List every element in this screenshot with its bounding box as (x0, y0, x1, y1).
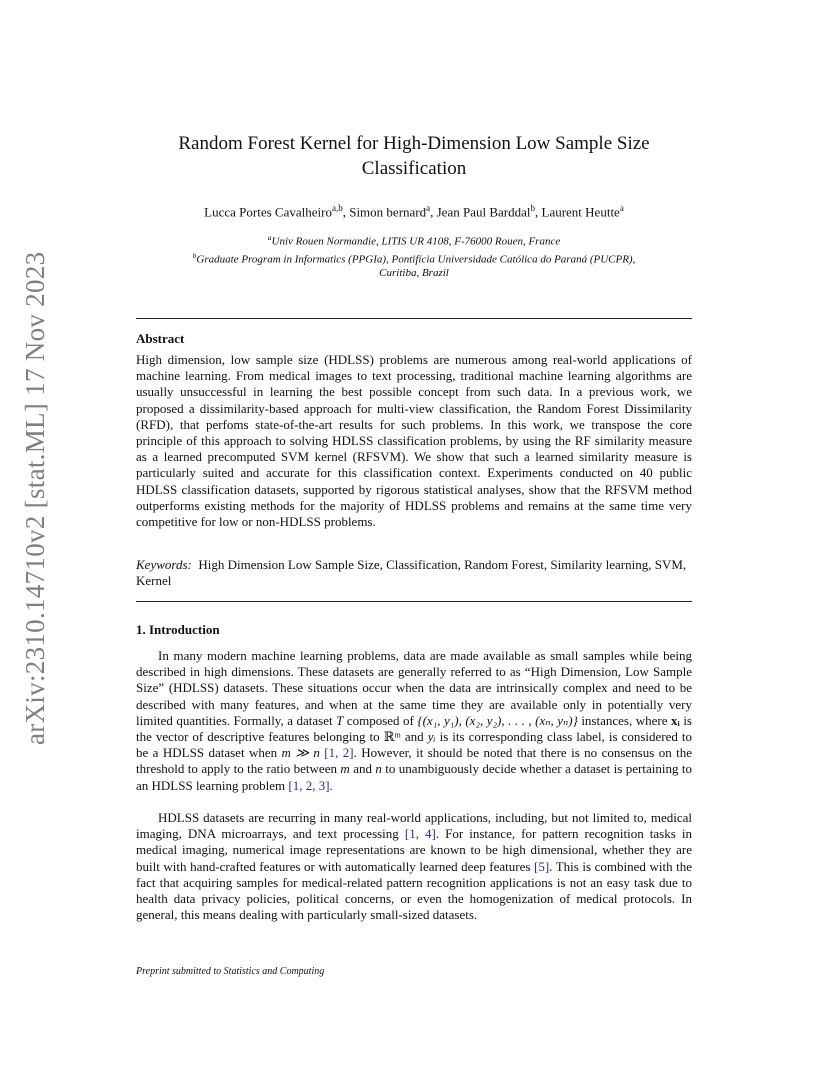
affiliation-a: Univ Rouen Normandie, LITIS UR 4108, F-76000 Rouen, France (271, 235, 561, 248)
text-run: to unambiguously decide whether a dataset is pertaining to an HDLSS learning problem (136, 761, 692, 793)
arxiv-identifier-stamp: arXiv:2310.14710v2 [stat.ML] 17 Nov 2023 (20, 251, 50, 745)
bottom-divider (136, 601, 692, 602)
text-run: composed of (343, 712, 418, 728)
author-affil-mark: b (530, 203, 535, 213)
citation-link[interactable]: [1, 2] (324, 745, 354, 761)
text-run: In many modern machine learning problems, data are made available as small samples while being described in high dimensions. These datasets are generally referred to as “High Dimension, Low Sample Size” (HDLSS) datasets. These situations occur when the data are intrinsically complex and need to be described with many features, and when at the same time they are available only in potentially very limited quantities. Formally, a dataset (136, 648, 692, 728)
intro-paragraph-1 (136, 648, 692, 794)
title-line-2: Classification (361, 158, 467, 179)
affil-mark: b (192, 251, 197, 261)
math-symbol-n: n (375, 761, 382, 777)
author-affil-mark: a (619, 203, 624, 213)
text-run: . (329, 777, 333, 793)
text-run: . However, it should be noted that there is no consensus on the threshold to apply to the ratio between (136, 745, 693, 777)
abstract-text: High dimension, low sample size (HDLSS) problems are numerous among real-world applications of machine learning. From medical images to text processing, traditional machine learning algorithms are usually unsuccessful in learning the best possible concept from such data. In a previous work, we proposed a dissimilarity-based approach for multi-view classification, the Random Forest Dissimilarity (RFD), that perfoms state-of-the-art results for such problems. In this work, we transpose the core principle of this approach to solving HDLSS classification problems, by using the RF similarity measure as a learned precomputed SVM kernel (RFSVM). We show that such a learned similarity measure is particularly suited and accurate for this classification context. Experiments conducted on 40 public HDLSS classification datasets, supported by rigorous statistical analyses, show that the RFSVM method outperforms existing methods for the majority of HDLSS problems and remains at the same time very competitive for low or non-HDLSS problems. (136, 352, 692, 530)
author-name: Laurent Heutte (541, 204, 620, 220)
math-dataset-symbol: T (336, 712, 344, 728)
intro-paragraph-2 (136, 810, 692, 923)
author-name: Lucca Portes Cavalheiro (204, 204, 332, 220)
preprint-footer: Preprint submitted to Statistics and Computing (136, 966, 325, 977)
section-heading: 1. Introduction (136, 622, 220, 637)
text-run: instances, where (577, 712, 671, 728)
math-class-label: yᵢ (427, 729, 436, 745)
paper-title (136, 131, 692, 181)
text-run: is its corresponding class label, is considered to be a HDLSS dataset when (136, 729, 692, 761)
text-run: and (400, 729, 428, 745)
author-affil-mark: a,b (331, 203, 343, 213)
math-feature-vector: xᵢ (671, 712, 680, 728)
affil-mark: a (267, 233, 272, 242)
text-run: and (349, 761, 376, 777)
citation-link[interactable]: [1, 2, 3] (288, 777, 330, 793)
title-line-1: Random Forest Kernel for High-Dimension Low Sample Size (178, 133, 650, 154)
keywords-label: Keywords: (136, 557, 192, 572)
author-affil-mark: a (426, 203, 431, 213)
affiliations (136, 231, 692, 281)
math-hdlss-condition: m ≫ n (281, 745, 320, 761)
math-symbol-m: m (340, 761, 350, 777)
top-divider (136, 318, 692, 319)
affiliation-b-line-2: Curitiba, Brazil (379, 267, 449, 280)
citation-link[interactable]: [5] (533, 858, 550, 874)
text-run: is the vector of descriptive features belonging to (136, 712, 692, 745)
math-real-space: ℝᵐ (383, 729, 401, 745)
keywords (136, 557, 692, 589)
text-run: HDLSS datasets are recurring in many real-world applications, including, but not limited to, medical imaging, DNA microarrays, and text processing (136, 810, 692, 842)
citation-link[interactable]: [1, 4] (404, 826, 436, 842)
text-run: . For instance, for pattern recognition tasks in medical imaging, numerical image representations are known to be high dimensional, whether they are built with hand-crafted features or with automatically learned deep features (136, 826, 692, 874)
math-instance-set: {(x₁, y₁), (x₂, y₂), . . . , (xₙ, yₙ)} (417, 712, 578, 728)
author-name: Simon bernard (349, 204, 427, 220)
affiliation-b-line-1: Graduate Program in Informatics (PPGIa), Pontifícia Universidade Católica do Paraná (PUCPR), (196, 253, 636, 266)
abstract-heading: Abstract (136, 331, 185, 346)
author-list: Lucca Portes Cavalheiro$^{a,b}$, Simon bernard$^a$, Jean Paul Barddal$^b$, Laurent Heutte$^a$ (204, 203, 624, 220)
author-name: Jean Paul Barddal (436, 204, 531, 220)
keywords-text: High Dimension Low Sample Size, Classification, Random Forest, Similarity learning, SVM, Kernel (136, 557, 687, 589)
text-run: . This is combined with the fact that acquiring samples for medical-related pattern recognition applications is not an easy task due to health data privacy policies, political concerns, or even the homogenization of medical protocols. In general, this means dealing with particularly small-sized datasets. (136, 858, 693, 923)
